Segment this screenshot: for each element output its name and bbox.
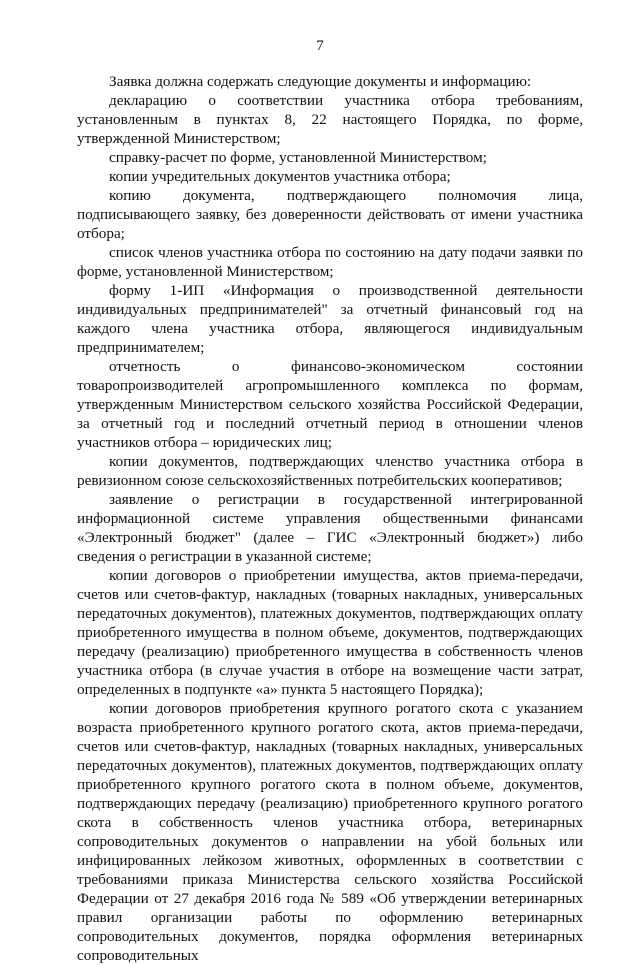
paragraph-intro: Заявка должна содержать следующие документы и информацию: <box>109 73 532 90</box>
paragraph-founding-docs: копии учредительных документов участника отбора; <box>109 168 451 185</box>
page-number: 7 <box>316 38 324 54</box>
paragraph-form-1ip: форму 1-ИП «Информация о производственной деятельности индивидуальных предпринимателей" за отчетный финансовый год на каждого члена участника отбора, являющегося индивидуальным предпринимателем; <box>77 282 583 356</box>
paragraph-members-list: список членов участника отбора по состоянию на дату подачи заявки по форме, установленной Министерством; <box>77 244 583 280</box>
paragraph-calculation: справку-расчет по форме, установленной Министерством; <box>109 149 487 166</box>
paragraph-financial-reports: отчетность о финансово-экономическом состоянии товаропроизводителей агропромышленного комплекса по формам, утвержденным Министерством сельского хозяйства Российской Федерации, за отчетный год и последний отчетный период в отношении членов участников отбора – юридических лиц; <box>77 358 583 451</box>
paragraph-cattle-contracts: копии договоров приобретения крупного рогатого скота с указанием возраста приобретенного крупного рогатого скота, актов приема-передачи, счетов или счетов-фактур, накладных (товарных накладных, универсальных передаточных документов), платежных документов, подтверждающих оплату приобретенного крупного рогатого скота в полном объеме, документов, подтверждающих передачу (реализацию) приобретенного крупного рогатого скота в собственность членов участника отбора, ветеринарных сопроводительных документов о направлении на убой больных или инфицированных лейкозом животных, оформленных в соответствии с требованиями приказа Министерства сельского хозяйства Российской Федерации от 27 декабря 2016 года № 589 «Об утверждении ветеринарных правил организации работы по оформлению ветеринарных сопроводительных документов, порядка оформления ветеринарных сопроводительных <box>77 700 583 964</box>
paragraph-gis-registration: заявление о регистрации в государственной интегрированной информационной системе управления общественными финансами «Электронный бюджет" (далее – ГИС «Электронный бюджет») либо сведения о регистрации в указанной системе; <box>77 491 583 565</box>
paragraph-property-contracts: копии договоров о приобретении имущества, актов приема-передачи, счетов или счетов-фактур, накладных (товарных накладных, универсальных передаточных документов), платежных документов, подтверждающих оплату приобретенного имущества в полном объеме, документов, подтверждающих передачу (реализацию) приобретенного имущества в собственность членов участника отбора (в случае участия в отборе на возмещение части затрат, определенных в подпункте «а» пункта 5 настоящего Порядка); <box>77 567 583 698</box>
paragraph-authority-doc: копию документа, подтверждающего полномочия лица, подписывающего заявку, без доверенности действовать от имени участника отбора; <box>77 187 583 242</box>
document-body <box>77 72 583 965</box>
paragraph-declaration: декларацию о соответствии участника отбора требованиям, установленным в пунктах 8, 22 настоящего Порядка, по форме, утвержденной Министерством; <box>77 92 583 147</box>
paragraph-audit-union: копии документов, подтверждающих членство участника отбора в ревизионном союзе сельскохозяйственных потребительских кооперативов; <box>77 453 583 489</box>
